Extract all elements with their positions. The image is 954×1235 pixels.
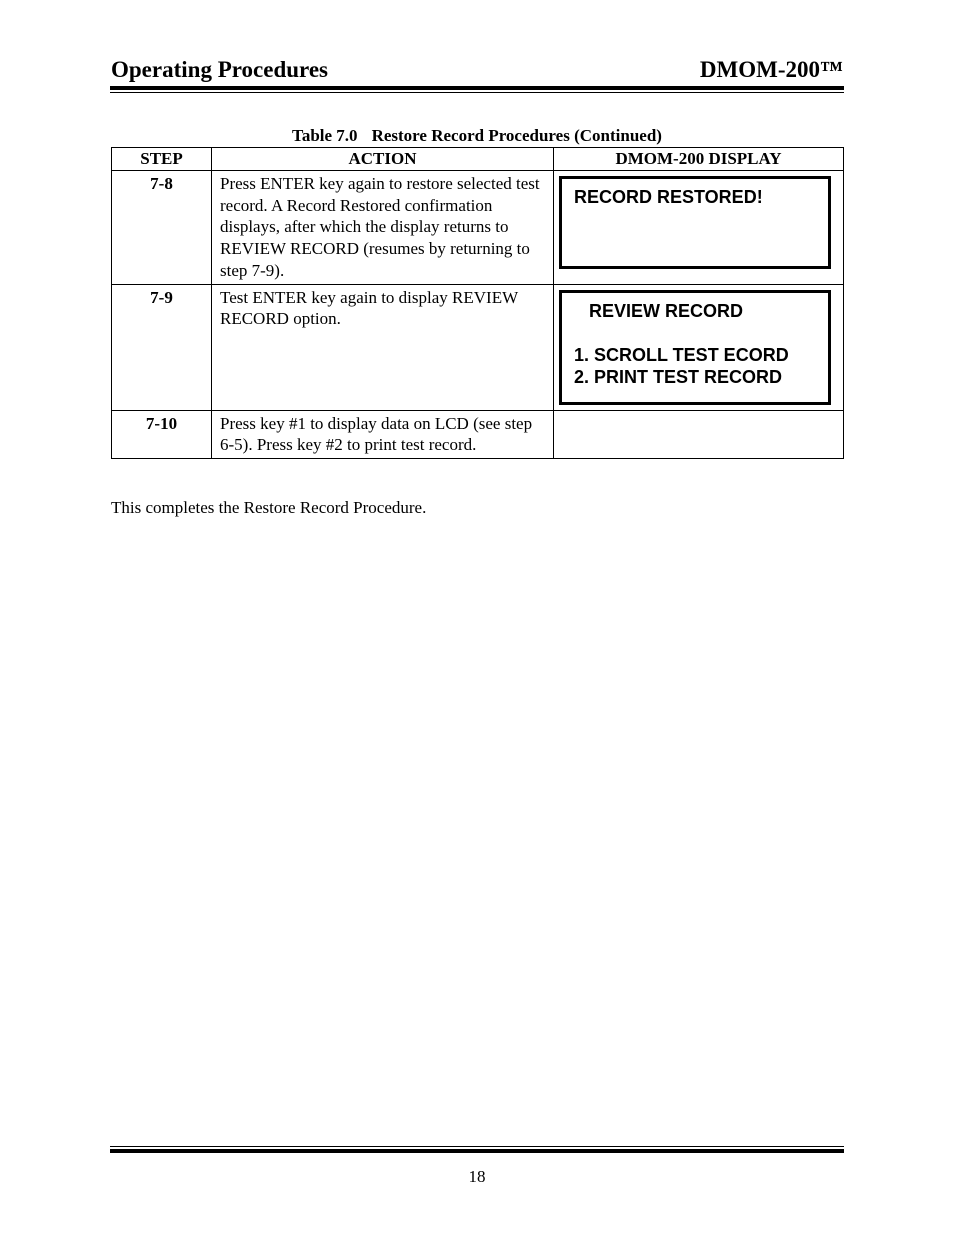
table-number: Table 7.0 [292,126,358,145]
step-cell: 7-10 [112,410,212,458]
header-rule-thin [110,92,844,93]
lcd-line: 1. SCROLL TEST ECORD [574,344,789,365]
step-cell: 7-9 [112,284,212,410]
column-header-step: STEP [112,148,212,171]
display-cell [554,410,844,458]
table-row [112,284,844,410]
lcd-display [559,176,831,269]
table-row [112,171,844,285]
step-cell: 7-8 [112,171,212,285]
lcd-line [574,322,816,344]
table-row [112,410,844,458]
action-cell: Press ENTER key again to restore selected test record. A Record Restored confirmation displays, after which the display returns to REVIEW RECORD (resumes by returning to step 7-9). [212,171,554,285]
display-cell [554,171,844,285]
table-title: Restore Record Procedures (Continued) [371,126,662,145]
footer-rule-thin [110,1146,844,1147]
page-header [111,57,843,85]
section-title: Operating Procedures [111,57,328,82]
table-caption [111,126,843,146]
procedure-table [111,147,844,459]
action-cell: Press key #1 to display data on LCD (see step 6-5). Press key #2 to print test record. [212,410,554,458]
table-header-row [112,148,844,171]
header-rule-thick [110,86,844,90]
page-number: 18 [468,1167,486,1186]
lcd-line: REVIEW RECORD [574,300,744,321]
lcd-display [559,290,831,405]
lcd-line: 2. PRINT TEST RECORD [574,366,783,387]
column-header-action: ACTION [212,148,554,171]
footer-rule-thick [110,1149,844,1153]
closing-paragraph: This completes the Restore Record Procedure. [111,498,427,517]
display-cell [554,284,844,410]
product-name: DMOM-200™ [699,57,843,82]
lcd-line: RECORD RESTORED! [574,187,763,207]
column-header-display: DMOM-200 DISPLAY [554,148,844,171]
action-cell: Test ENTER key again to display REVIEW RECORD option. [212,284,554,410]
